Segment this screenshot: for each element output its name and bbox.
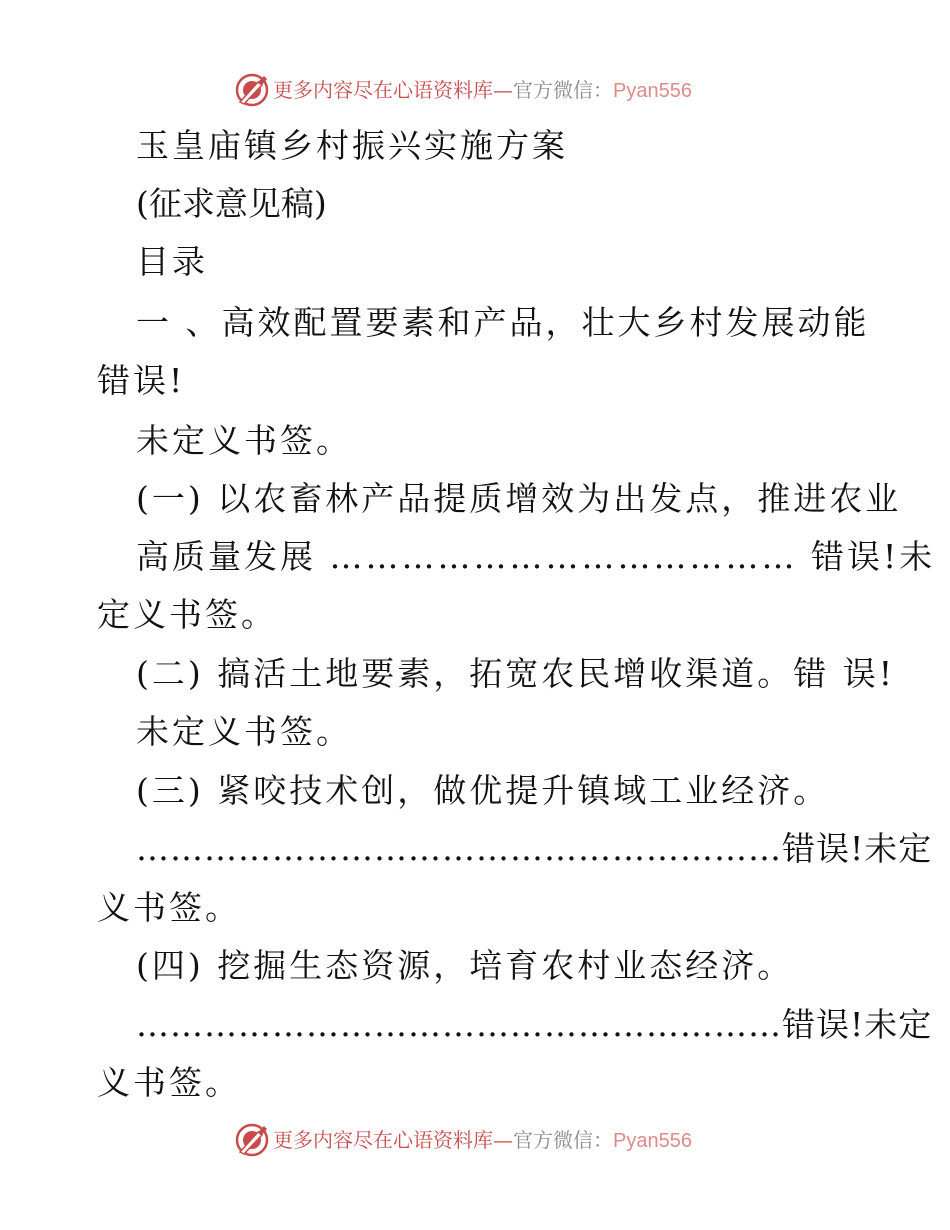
- toc-entry-1-line-2: 错误!: [97, 361, 186, 400]
- toc-entry-4-line-3: 义书签。: [97, 888, 241, 927]
- toc-entry-2-line-3: 定义书签。: [97, 595, 277, 634]
- toc-entry-2-line-2: 高质量发展 ………………………………… 错误!未: [136, 537, 936, 576]
- toc-entry-5-line-1: (四) 挖掘生态资源，培育农村业态经济。: [136, 946, 794, 985]
- toc-entry-5-line-2: …………………………………………………错误!未定: [136, 1005, 933, 1044]
- pen-circle-logo-icon: [234, 72, 270, 108]
- watermark-text: 更多内容尽在心语资料库—官方微信：Pyan556: [273, 78, 692, 102]
- toc-entry-1-line-3: 未定义书签。: [136, 421, 352, 460]
- pen-circle-logo-icon: [234, 1122, 270, 1158]
- document-title: 玉皇庙镇乡村振兴实施方案: [136, 126, 568, 165]
- toc-entry-3-line-2: 未定义书签。: [136, 712, 352, 751]
- watermark-text: 更多内容尽在心语资料库—官方微信：Pyan556: [273, 1128, 692, 1152]
- toc-entry-3-line-1: (二) 搞活土地要素，拓宽农民增收渠道。错 误!: [136, 654, 895, 693]
- toc-entry-1-line-1: 一 、高效配置要素和产品，壮大乡村发展动能: [136, 303, 870, 342]
- watermark-banner-bottom: [0, 1120, 950, 1160]
- toc-entry-5-line-3: 义书签。: [97, 1063, 241, 1102]
- toc-heading: 目录: [136, 242, 208, 281]
- document-subtitle: (征求意见稿): [136, 184, 327, 223]
- toc-entry-4-line-2: …………………………………………………错误!未定: [136, 829, 933, 868]
- toc-entry-4-line-1: (三) 紧咬技术创，做优提升镇域工业经济。: [136, 771, 830, 810]
- watermark-banner-top: [0, 70, 950, 110]
- toc-entry-2-line-1: (一) 以农畜林产品提质增效为出发点，推进农业: [136, 479, 902, 518]
